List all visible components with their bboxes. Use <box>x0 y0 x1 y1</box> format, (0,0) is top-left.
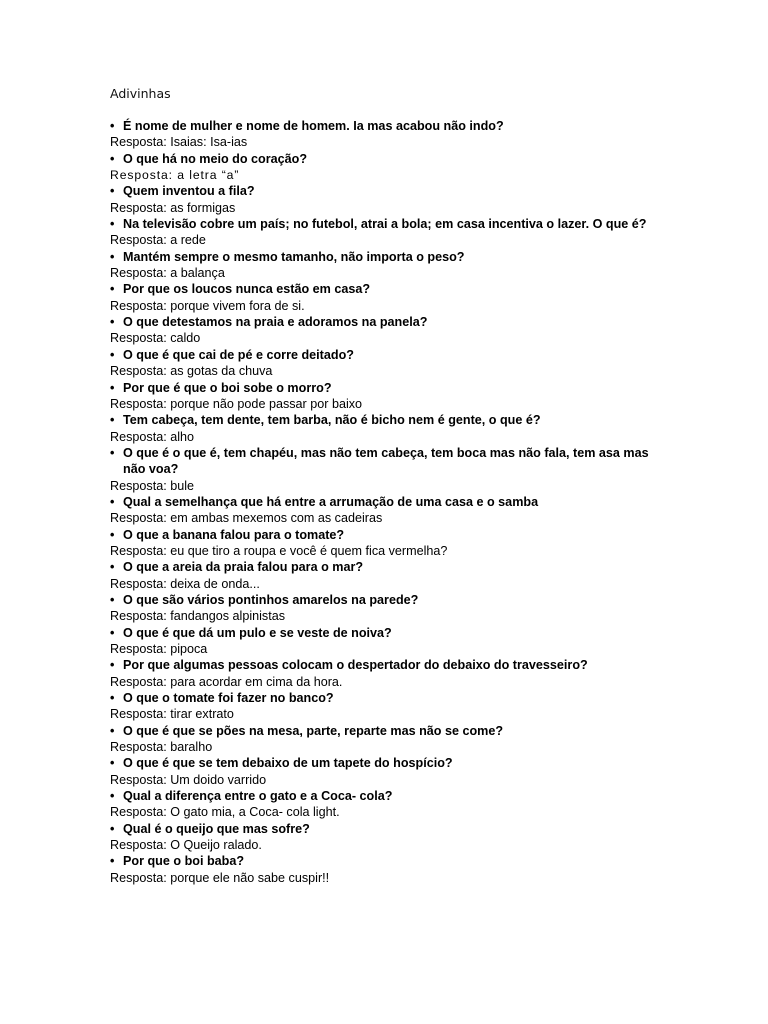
riddle-answer: Resposta: deixa de onda... <box>110 576 260 591</box>
bullet-icon: • <box>110 756 115 771</box>
bullet-icon: • <box>110 315 115 330</box>
riddle-answer: Resposta: a rede <box>110 233 206 248</box>
riddle-question <box>110 445 670 478</box>
riddle-question <box>110 657 670 673</box>
riddle-answer: Resposta: tirar extrato <box>110 707 234 722</box>
riddle-question <box>110 412 670 428</box>
bullet-icon: • <box>110 560 115 575</box>
riddle-question-text: Por que o boi baba? <box>123 854 245 869</box>
riddle-answer: Resposta: O gato mia, a Coca- cola light. <box>110 805 340 820</box>
riddle-item <box>110 788 670 821</box>
riddle-question <box>110 347 670 363</box>
riddle-question-text: O que a banana falou para o tomate? <box>123 527 345 542</box>
bullet-icon: • <box>110 854 115 869</box>
bullet-icon: • <box>110 789 115 804</box>
riddle-answer: Resposta: Isaias: Isa-ias <box>110 135 248 150</box>
riddle-item <box>110 723 670 756</box>
riddle-question <box>110 494 670 510</box>
riddle-answer: Resposta: a letra “a” <box>110 168 240 183</box>
riddle-question-text: Por que algumas pessoas colocam o despertador do debaixo do travesseiro? <box>123 658 588 673</box>
riddle-question-text: Quem inventou a fila? <box>123 184 255 199</box>
bullet-icon: • <box>110 723 115 738</box>
riddle-answer: Resposta: alho <box>110 429 195 444</box>
riddle-question <box>110 592 670 608</box>
bullet-icon: • <box>110 380 115 395</box>
riddle-item <box>110 380 670 413</box>
riddle-question-text: O que é que dá um pulo e se veste de noiva? <box>123 625 392 640</box>
riddle-answer: Resposta: a balança <box>110 266 225 281</box>
riddle-question <box>110 723 670 739</box>
riddle-answer: Resposta: eu que tiro a roupa e você é quem fica vermelha? <box>110 543 448 558</box>
riddle-answer: Resposta: pipoca <box>110 642 208 656</box>
riddle-question-text: Qual a semelhança que há entre a arrumação de uma casa e o samba <box>123 494 539 509</box>
riddle-question <box>110 821 670 837</box>
riddle-question <box>110 183 670 199</box>
document-title: Adivinhas <box>110 86 171 101</box>
riddle-question-text: O que é que se pões na mesa, parte, reparte mas não se come? <box>123 723 504 738</box>
riddle-answer: Resposta: para acordar em cima da hora. <box>110 674 343 689</box>
riddle-item <box>110 592 670 625</box>
bullet-icon: • <box>110 282 115 297</box>
riddle-question-text: Tem cabeça, tem dente, tem barba, não é bicho nem é gente, o que é? <box>123 413 541 428</box>
riddle-answer: Resposta: porque vivem fora de si. <box>110 298 305 313</box>
riddle-item <box>110 559 670 592</box>
riddle-question-text: Mantém sempre o mesmo tamanho, não importa o peso? <box>123 249 465 264</box>
bullet-icon: • <box>110 821 115 836</box>
riddle-question-text: O que o tomate foi fazer no banco? <box>123 691 334 706</box>
riddle-question-text: O que é que cai de pé e corre deitado? <box>123 347 354 362</box>
riddle-item <box>110 625 670 658</box>
riddle-question-text: O que a areia da praia falou para o mar? <box>123 560 364 575</box>
riddle-answer: Resposta: as formigas <box>110 200 236 215</box>
riddle-answer: Resposta: caldo <box>110 331 201 346</box>
riddle-question-text: O que detestamos na praia e adoramos na panela? <box>123 315 428 330</box>
riddle-answer: Resposta: baralho <box>110 740 213 755</box>
bullet-icon: • <box>110 217 115 232</box>
bullet-icon: • <box>110 445 115 460</box>
riddle-question-text: Por que os loucos nunca estão em casa? <box>123 282 371 297</box>
bullet-icon: • <box>110 625 115 640</box>
riddle-question <box>110 788 670 804</box>
bullet-icon: • <box>110 184 115 199</box>
riddle-item <box>110 183 670 216</box>
bullet-icon: • <box>110 527 115 542</box>
bullet-icon: • <box>110 151 115 166</box>
riddle-question <box>110 559 670 575</box>
riddle-answer: Resposta: porque ele não sabe cuspir!! <box>110 870 330 885</box>
riddle-answer: Resposta: fandangos alpinistas <box>110 609 286 624</box>
riddle-item <box>110 821 670 854</box>
riddle-question-text: O que é que se tem debaixo de um tapete do hospício? <box>123 756 453 771</box>
riddle-item <box>110 445 670 494</box>
riddle-item <box>110 314 670 347</box>
riddle-question <box>110 527 670 543</box>
riddle-question-text: O que são vários pontinhos amarelos na parede? <box>123 592 419 607</box>
riddle-answer: Resposta: porque não pode passar por baixo <box>110 396 363 411</box>
riddle-question <box>110 118 670 134</box>
riddle-item <box>110 657 670 690</box>
riddle-question-text: Por que é que o boi sobe o morro? <box>123 380 332 395</box>
riddle-item <box>110 527 670 560</box>
riddle-question <box>110 380 670 396</box>
riddle-answer: Resposta: O Queijo ralado. <box>110 838 262 853</box>
riddle-question-text: Na televisão cobre um país; no futebol, atrai a bola; em casa incentiva o lazer. O que é? <box>123 217 647 232</box>
riddle-question-text: O que é o que é, tem chapéu, mas não tem cabeça, tem boca mas não fala, tem asa mas não voa? <box>123 445 649 477</box>
riddle-question <box>110 690 670 706</box>
riddle-answer: Resposta: em ambas mexemos com as cadeiras <box>110 511 383 526</box>
riddle-item <box>110 494 670 527</box>
riddle-question <box>110 216 670 232</box>
riddle-item <box>110 412 670 445</box>
riddle-question <box>110 281 670 297</box>
riddle-item <box>110 690 670 723</box>
bullet-icon: • <box>110 494 115 509</box>
riddle-item <box>110 216 670 249</box>
bullet-icon: • <box>110 658 115 673</box>
riddle-question-text: O que há no meio do coração? <box>123 151 308 166</box>
riddle-item <box>110 118 670 151</box>
riddle-item <box>110 853 670 886</box>
riddle-answer: Resposta: bule <box>110 478 195 493</box>
riddle-question <box>110 314 670 330</box>
riddle-question-text: É nome de mulher e nome de homem. Ia mas acabou não indo? <box>123 119 504 133</box>
bullet-icon: • <box>110 691 115 706</box>
bullet-icon: • <box>110 119 115 133</box>
riddle-item <box>110 755 670 788</box>
riddle-question-text: Qual é o queijo que mas sofre? <box>123 821 310 836</box>
riddle-question <box>110 755 670 771</box>
riddle-answer: Resposta: Um doido varrido <box>110 772 267 787</box>
bullet-icon: • <box>110 347 115 362</box>
riddle-question-text: Qual a diferença entre o gato e a Coca- cola? <box>123 789 393 804</box>
bullet-icon: • <box>110 249 115 264</box>
riddle-list <box>110 118 670 886</box>
bullet-icon: • <box>110 592 115 607</box>
riddle-item <box>110 151 670 184</box>
riddle-item <box>110 249 670 282</box>
riddle-question <box>110 625 670 641</box>
riddle-item <box>110 281 670 314</box>
riddle-question <box>110 853 670 869</box>
riddle-item <box>110 347 670 380</box>
bullet-icon: • <box>110 413 115 428</box>
riddle-answer: Resposta: as gotas da chuva <box>110 364 273 379</box>
riddle-question <box>110 249 670 265</box>
riddle-question <box>110 151 670 167</box>
